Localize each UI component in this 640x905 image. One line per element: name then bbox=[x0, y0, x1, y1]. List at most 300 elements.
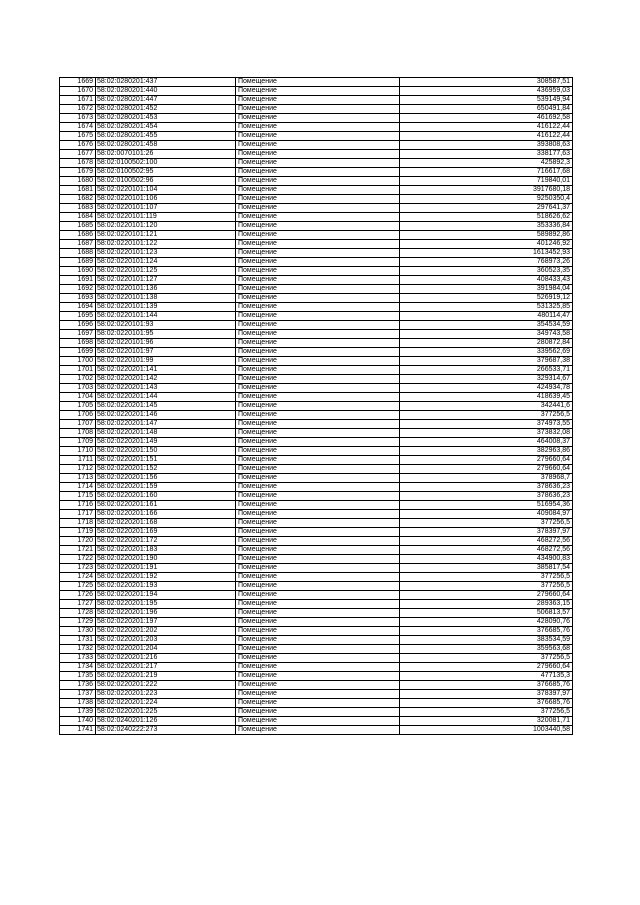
row-number: 1673 bbox=[60, 114, 96, 123]
cadastral-number: 58:02:0220201:192 bbox=[96, 573, 236, 582]
row-number: 1706 bbox=[60, 411, 96, 420]
table-row bbox=[60, 492, 573, 501]
object-type: Помещение bbox=[236, 528, 400, 537]
cadastral-value: 279660,64 bbox=[400, 663, 573, 672]
table-row bbox=[60, 582, 573, 591]
table-row bbox=[60, 600, 573, 609]
row-number: 1725 bbox=[60, 582, 96, 591]
cadastral-number: 58:02:0220101:97 bbox=[96, 348, 236, 357]
cadastral-number: 58:02:0220201:217 bbox=[96, 663, 236, 672]
row-number: 1680 bbox=[60, 177, 96, 186]
object-type: Помещение bbox=[236, 420, 400, 429]
row-number: 1684 bbox=[60, 213, 96, 222]
table-row bbox=[60, 222, 573, 231]
cadastral-value: 342441,6 bbox=[400, 402, 573, 411]
row-number: 1741 bbox=[60, 726, 96, 735]
object-type: Помещение bbox=[236, 204, 400, 213]
cadastral-value: 308587,51 bbox=[400, 78, 573, 87]
table-row bbox=[60, 186, 573, 195]
cadastral-number: 58:02:0220101:121 bbox=[96, 231, 236, 240]
cadastral-number: 58:02:0220201:141 bbox=[96, 366, 236, 375]
object-type: Помещение bbox=[236, 600, 400, 609]
object-type: Помещение bbox=[236, 591, 400, 600]
table-row bbox=[60, 267, 573, 276]
object-type: Помещение bbox=[236, 159, 400, 168]
table-row bbox=[60, 294, 573, 303]
table-row bbox=[60, 456, 573, 465]
cadastral-number: 58:02:0220201:193 bbox=[96, 582, 236, 591]
cadastral-number: 58:02:0220201:225 bbox=[96, 708, 236, 717]
cadastral-number: 58:02:0220201:196 bbox=[96, 609, 236, 618]
cadastral-value: 279660,64 bbox=[400, 591, 573, 600]
object-type: Помещение bbox=[236, 285, 400, 294]
cadastral-value: 408433,43 bbox=[400, 276, 573, 285]
table-row bbox=[60, 483, 573, 492]
object-type: Помещение bbox=[236, 168, 400, 177]
cadastral-value: 354534,59 bbox=[400, 321, 573, 330]
object-type: Помещение bbox=[236, 618, 400, 627]
table-row bbox=[60, 618, 573, 627]
cadastral-number: 58:02:0220101:96 bbox=[96, 339, 236, 348]
object-type: Помещение bbox=[236, 222, 400, 231]
table-row bbox=[60, 348, 573, 357]
table-row bbox=[60, 195, 573, 204]
cadastral-value: 373832,08 bbox=[400, 429, 573, 438]
row-number: 1714 bbox=[60, 483, 96, 492]
cadastral-number: 58:02:0220101:104 bbox=[96, 186, 236, 195]
property-table-body bbox=[60, 78, 573, 735]
row-number: 1709 bbox=[60, 438, 96, 447]
cadastral-value: 339562,69 bbox=[400, 348, 573, 357]
row-number: 1685 bbox=[60, 222, 96, 231]
object-type: Помещение bbox=[236, 609, 400, 618]
row-number: 1692 bbox=[60, 285, 96, 294]
object-type: Помещение bbox=[236, 564, 400, 573]
row-number: 1670 bbox=[60, 87, 96, 96]
table-row bbox=[60, 636, 573, 645]
cadastral-number: 58:02:0220201:223 bbox=[96, 690, 236, 699]
row-number: 1720 bbox=[60, 537, 96, 546]
property-table bbox=[59, 77, 573, 735]
table-row bbox=[60, 420, 573, 429]
cadastral-number: 58:02:0220101:119 bbox=[96, 213, 236, 222]
object-type: Помещение bbox=[236, 717, 400, 726]
object-type: Помещение bbox=[236, 393, 400, 402]
table-row bbox=[60, 546, 573, 555]
table-row bbox=[60, 96, 573, 105]
cadastral-value: 516954,36 bbox=[400, 501, 573, 510]
object-type: Помещение bbox=[236, 447, 400, 456]
object-type: Помещение bbox=[236, 303, 400, 312]
row-number: 1735 bbox=[60, 672, 96, 681]
cadastral-value: 376685,76 bbox=[400, 627, 573, 636]
table-row bbox=[60, 330, 573, 339]
table-row bbox=[60, 645, 573, 654]
table-row bbox=[60, 555, 573, 564]
cadastral-number: 58:02:0220101:99 bbox=[96, 357, 236, 366]
cadastral-number: 58:02:0220201:216 bbox=[96, 654, 236, 663]
object-type: Помещение bbox=[236, 267, 400, 276]
cadastral-value: 377256,5 bbox=[400, 573, 573, 582]
row-number: 1721 bbox=[60, 546, 96, 555]
cadastral-number: 58:02:0280201:455 bbox=[96, 132, 236, 141]
cadastral-number: 58:02:0240201:126 bbox=[96, 717, 236, 726]
cadastral-value: 468272,56 bbox=[400, 546, 573, 555]
object-type: Помещение bbox=[236, 537, 400, 546]
object-type: Помещение bbox=[236, 132, 400, 141]
table-row bbox=[60, 114, 573, 123]
table-row bbox=[60, 303, 573, 312]
table-row bbox=[60, 501, 573, 510]
row-number: 1669 bbox=[60, 78, 96, 87]
object-type: Помещение bbox=[236, 231, 400, 240]
row-number: 1731 bbox=[60, 636, 96, 645]
cadastral-number: 58:02:0220201:147 bbox=[96, 420, 236, 429]
cadastral-value: 353336,84 bbox=[400, 222, 573, 231]
table-row bbox=[60, 564, 573, 573]
cadastral-value: 719840,01 bbox=[400, 177, 573, 186]
table-row bbox=[60, 78, 573, 87]
object-type: Помещение bbox=[236, 672, 400, 681]
table-row bbox=[60, 690, 573, 699]
table-row bbox=[60, 249, 573, 258]
cadastral-number: 58:02:0280201:458 bbox=[96, 141, 236, 150]
cadastral-number: 58:02:0240222:273 bbox=[96, 726, 236, 735]
object-type: Помещение bbox=[236, 699, 400, 708]
cadastral-value: 385817,54 bbox=[400, 564, 573, 573]
cadastral-number: 58:02:0220201:144 bbox=[96, 393, 236, 402]
object-type: Помещение bbox=[236, 456, 400, 465]
object-type: Помещение bbox=[236, 663, 400, 672]
table-row bbox=[60, 663, 573, 672]
row-number: 1733 bbox=[60, 654, 96, 663]
row-number: 1740 bbox=[60, 717, 96, 726]
row-number: 1718 bbox=[60, 519, 96, 528]
cadastral-number: 58:02:0220201:202 bbox=[96, 627, 236, 636]
cadastral-value: 768973,26 bbox=[400, 258, 573, 267]
row-number: 1711 bbox=[60, 456, 96, 465]
cadastral-value: 377256,5 bbox=[400, 708, 573, 717]
object-type: Помещение bbox=[236, 366, 400, 375]
cadastral-number: 58:02:0280201:452 bbox=[96, 105, 236, 114]
cadastral-value: 349743,58 bbox=[400, 330, 573, 339]
object-type: Помещение bbox=[236, 240, 400, 249]
table-row bbox=[60, 312, 573, 321]
cadastral-value: 3917680,18 bbox=[400, 186, 573, 195]
cadastral-value: 425892,3 bbox=[400, 159, 573, 168]
cadastral-value: 409084,97 bbox=[400, 510, 573, 519]
row-number: 1722 bbox=[60, 555, 96, 564]
cadastral-number: 58:02:0220201:152 bbox=[96, 465, 236, 474]
table-row bbox=[60, 132, 573, 141]
row-number: 1734 bbox=[60, 663, 96, 672]
cadastral-number: 58:02:0220101:124 bbox=[96, 258, 236, 267]
table-row bbox=[60, 141, 573, 150]
cadastral-value: 531325,85 bbox=[400, 303, 573, 312]
object-type: Помещение bbox=[236, 474, 400, 483]
table-row bbox=[60, 519, 573, 528]
table-row bbox=[60, 699, 573, 708]
table-row bbox=[60, 429, 573, 438]
table-row bbox=[60, 438, 573, 447]
row-number: 1687 bbox=[60, 240, 96, 249]
table-row bbox=[60, 276, 573, 285]
row-number: 1704 bbox=[60, 393, 96, 402]
cadastral-value: 338177,63 bbox=[400, 150, 573, 159]
cadastral-value: 461692,58 bbox=[400, 114, 573, 123]
object-type: Помещение bbox=[236, 465, 400, 474]
cadastral-number: 58:02:0100502:96 bbox=[96, 177, 236, 186]
row-number: 1707 bbox=[60, 420, 96, 429]
cadastral-value: 393808,63 bbox=[400, 141, 573, 150]
row-number: 1690 bbox=[60, 267, 96, 276]
cadastral-value: 418639,45 bbox=[400, 393, 573, 402]
object-type: Помещение bbox=[236, 87, 400, 96]
row-number: 1702 bbox=[60, 375, 96, 384]
cadastral-value: 377256,5 bbox=[400, 582, 573, 591]
cadastral-value: 518626,62 bbox=[400, 213, 573, 222]
cadastral-value: 401246,92 bbox=[400, 240, 573, 249]
cadastral-value: 436959,03 bbox=[400, 87, 573, 96]
object-type: Помещение bbox=[236, 546, 400, 555]
table-row bbox=[60, 240, 573, 249]
row-number: 1723 bbox=[60, 564, 96, 573]
row-number: 1699 bbox=[60, 348, 96, 357]
cadastral-value: 378397,97 bbox=[400, 528, 573, 537]
object-type: Помещение bbox=[236, 384, 400, 393]
row-number: 1732 bbox=[60, 645, 96, 654]
row-number: 1715 bbox=[60, 492, 96, 501]
table-row bbox=[60, 357, 573, 366]
cadastral-number: 58:02:0220201:222 bbox=[96, 681, 236, 690]
row-number: 1727 bbox=[60, 600, 96, 609]
cadastral-number: 58:02:0220201:204 bbox=[96, 645, 236, 654]
cadastral-value: 279660,64 bbox=[400, 456, 573, 465]
cadastral-number: 58:02:0100502:100 bbox=[96, 159, 236, 168]
object-type: Помещение bbox=[236, 582, 400, 591]
row-number: 1677 bbox=[60, 150, 96, 159]
cadastral-number: 58:02:0220201:219 bbox=[96, 672, 236, 681]
cadastral-number: 58:02:0280201:447 bbox=[96, 96, 236, 105]
cadastral-number: 58:02:0220101:125 bbox=[96, 267, 236, 276]
table-row bbox=[60, 654, 573, 663]
row-number: 1683 bbox=[60, 204, 96, 213]
row-number: 1708 bbox=[60, 429, 96, 438]
cadastral-number: 58:02:0280201:440 bbox=[96, 87, 236, 96]
cadastral-number: 58:02:0220201:224 bbox=[96, 699, 236, 708]
cadastral-value: 428090,76 bbox=[400, 618, 573, 627]
object-type: Помещение bbox=[236, 312, 400, 321]
object-type: Помещение bbox=[236, 141, 400, 150]
object-type: Помещение bbox=[236, 375, 400, 384]
cadastral-number: 58:02:0220201:146 bbox=[96, 411, 236, 420]
cadastral-number: 58:02:0220201:195 bbox=[96, 600, 236, 609]
cadastral-number: 58:02:0280201:437 bbox=[96, 78, 236, 87]
row-number: 1688 bbox=[60, 249, 96, 258]
object-type: Помещение bbox=[236, 690, 400, 699]
cadastral-value: 376685,76 bbox=[400, 681, 573, 690]
cadastral-value: 376685,76 bbox=[400, 699, 573, 708]
object-type: Помещение bbox=[236, 627, 400, 636]
table-row bbox=[60, 168, 573, 177]
cadastral-number: 58:02:0220101:139 bbox=[96, 303, 236, 312]
cadastral-number: 58:02:0220101:93 bbox=[96, 321, 236, 330]
cadastral-number: 58:02:0220201:161 bbox=[96, 501, 236, 510]
row-number: 1710 bbox=[60, 447, 96, 456]
row-number: 1693 bbox=[60, 294, 96, 303]
cadastral-value: 377256,5 bbox=[400, 654, 573, 663]
cadastral-number: 58:02:0220101:138 bbox=[96, 294, 236, 303]
object-type: Помещение bbox=[236, 105, 400, 114]
table-row bbox=[60, 204, 573, 213]
row-number: 1676 bbox=[60, 141, 96, 150]
cadastral-value: 383534,59 bbox=[400, 636, 573, 645]
table-row bbox=[60, 726, 573, 735]
row-number: 1739 bbox=[60, 708, 96, 717]
table-row bbox=[60, 258, 573, 267]
object-type: Помещение bbox=[236, 636, 400, 645]
cadastral-number: 58:02:0220201:194 bbox=[96, 591, 236, 600]
object-type: Помещение bbox=[236, 555, 400, 564]
cadastral-number: 58:02:0220201:149 bbox=[96, 438, 236, 447]
cadastral-number: 58:02:0220201:168 bbox=[96, 519, 236, 528]
table-row bbox=[60, 231, 573, 240]
cadastral-value: 506813,57 bbox=[400, 609, 573, 618]
table-row bbox=[60, 402, 573, 411]
cadastral-value: 477135,3 bbox=[400, 672, 573, 681]
cadastral-value: 297641,37 bbox=[400, 204, 573, 213]
object-type: Помещение bbox=[236, 330, 400, 339]
row-number: 1703 bbox=[60, 384, 96, 393]
table-row bbox=[60, 384, 573, 393]
row-number: 1696 bbox=[60, 321, 96, 330]
row-number: 1716 bbox=[60, 501, 96, 510]
cadastral-value: 416122,44 bbox=[400, 132, 573, 141]
row-number: 1701 bbox=[60, 366, 96, 375]
table-row bbox=[60, 123, 573, 132]
row-number: 1737 bbox=[60, 690, 96, 699]
cadastral-number: 58:02:0220201:150 bbox=[96, 447, 236, 456]
object-type: Помещение bbox=[236, 276, 400, 285]
object-type: Помещение bbox=[236, 96, 400, 105]
cadastral-number: 58:02:0220201:190 bbox=[96, 555, 236, 564]
row-number: 1719 bbox=[60, 528, 96, 537]
cadastral-value: 379687,38 bbox=[400, 357, 573, 366]
table-row bbox=[60, 447, 573, 456]
object-type: Помещение bbox=[236, 339, 400, 348]
cadastral-value: 377256,5 bbox=[400, 519, 573, 528]
cadastral-number: 58:02:0220101:107 bbox=[96, 204, 236, 213]
cadastral-value: 416122,44 bbox=[400, 123, 573, 132]
table-row bbox=[60, 375, 573, 384]
table-row bbox=[60, 528, 573, 537]
cadastral-number: 58:02:0220201:183 bbox=[96, 546, 236, 555]
object-type: Помещение bbox=[236, 654, 400, 663]
cadastral-number: 58:02:0220101:123 bbox=[96, 249, 236, 258]
row-number: 1700 bbox=[60, 357, 96, 366]
object-type: Помещение bbox=[236, 114, 400, 123]
row-number: 1694 bbox=[60, 303, 96, 312]
cadastral-number: 58:02:0220201:169 bbox=[96, 528, 236, 537]
cadastral-number: 58:02:0220201:191 bbox=[96, 564, 236, 573]
cadastral-number: 58:02:0100502:95 bbox=[96, 168, 236, 177]
object-type: Помещение bbox=[236, 258, 400, 267]
object-type: Помещение bbox=[236, 501, 400, 510]
object-type: Помещение bbox=[236, 123, 400, 132]
cadastral-value: 279660,64 bbox=[400, 465, 573, 474]
row-number: 1695 bbox=[60, 312, 96, 321]
object-type: Помещение bbox=[236, 186, 400, 195]
row-number: 1738 bbox=[60, 699, 96, 708]
object-type: Помещение bbox=[236, 519, 400, 528]
table-row bbox=[60, 321, 573, 330]
object-type: Помещение bbox=[236, 78, 400, 87]
table-row bbox=[60, 213, 573, 222]
row-number: 1712 bbox=[60, 465, 96, 474]
object-type: Помещение bbox=[236, 681, 400, 690]
cadastral-value: 289363,15 bbox=[400, 600, 573, 609]
cadastral-value: 377256,5 bbox=[400, 411, 573, 420]
object-type: Помещение bbox=[236, 177, 400, 186]
table-row bbox=[60, 591, 573, 600]
cadastral-value: 360523,35 bbox=[400, 267, 573, 276]
cadastral-value: 378636,23 bbox=[400, 483, 573, 492]
cadastral-value: 320081,71 bbox=[400, 717, 573, 726]
row-number: 1691 bbox=[60, 276, 96, 285]
cadastral-number: 58:02:0220101:95 bbox=[96, 330, 236, 339]
table-row bbox=[60, 339, 573, 348]
table-row bbox=[60, 159, 573, 168]
object-type: Помещение bbox=[236, 402, 400, 411]
table-row bbox=[60, 465, 573, 474]
cadastral-number: 58:02:0220101:136 bbox=[96, 285, 236, 294]
cadastral-value: 526919,12 bbox=[400, 294, 573, 303]
cadastral-value: 716617,68 bbox=[400, 168, 573, 177]
object-type: Помещение bbox=[236, 708, 400, 717]
cadastral-number: 58:02:0220101:122 bbox=[96, 240, 236, 249]
row-number: 1717 bbox=[60, 510, 96, 519]
cadastral-value: 468272,56 bbox=[400, 537, 573, 546]
object-type: Помещение bbox=[236, 294, 400, 303]
cadastral-number: 58:02:0220201:159 bbox=[96, 483, 236, 492]
object-type: Помещение bbox=[236, 213, 400, 222]
cadastral-value: 378397,97 bbox=[400, 690, 573, 699]
object-type: Помещение bbox=[236, 645, 400, 654]
cadastral-value: 359563,68 bbox=[400, 645, 573, 654]
cadastral-number: 58:02:0220201:203 bbox=[96, 636, 236, 645]
object-type: Помещение bbox=[236, 411, 400, 420]
cadastral-value: 1003440,58 bbox=[400, 726, 573, 735]
table-row bbox=[60, 573, 573, 582]
cadastral-value: 434900,83 bbox=[400, 555, 573, 564]
row-number: 1730 bbox=[60, 627, 96, 636]
object-type: Помещение bbox=[236, 726, 400, 735]
row-number: 1681 bbox=[60, 186, 96, 195]
row-number: 1671 bbox=[60, 96, 96, 105]
object-type: Помещение bbox=[236, 357, 400, 366]
cadastral-value: 464008,37 bbox=[400, 438, 573, 447]
cadastral-value: 382963,86 bbox=[400, 447, 573, 456]
row-number: 1689 bbox=[60, 258, 96, 267]
row-number: 1729 bbox=[60, 618, 96, 627]
row-number: 1672 bbox=[60, 105, 96, 114]
cadastral-value: 391984,04 bbox=[400, 285, 573, 294]
table-row bbox=[60, 609, 573, 618]
cadastral-number: 58:02:0220201:160 bbox=[96, 492, 236, 501]
object-type: Помещение bbox=[236, 195, 400, 204]
row-number: 1728 bbox=[60, 609, 96, 618]
object-type: Помещение bbox=[236, 321, 400, 330]
